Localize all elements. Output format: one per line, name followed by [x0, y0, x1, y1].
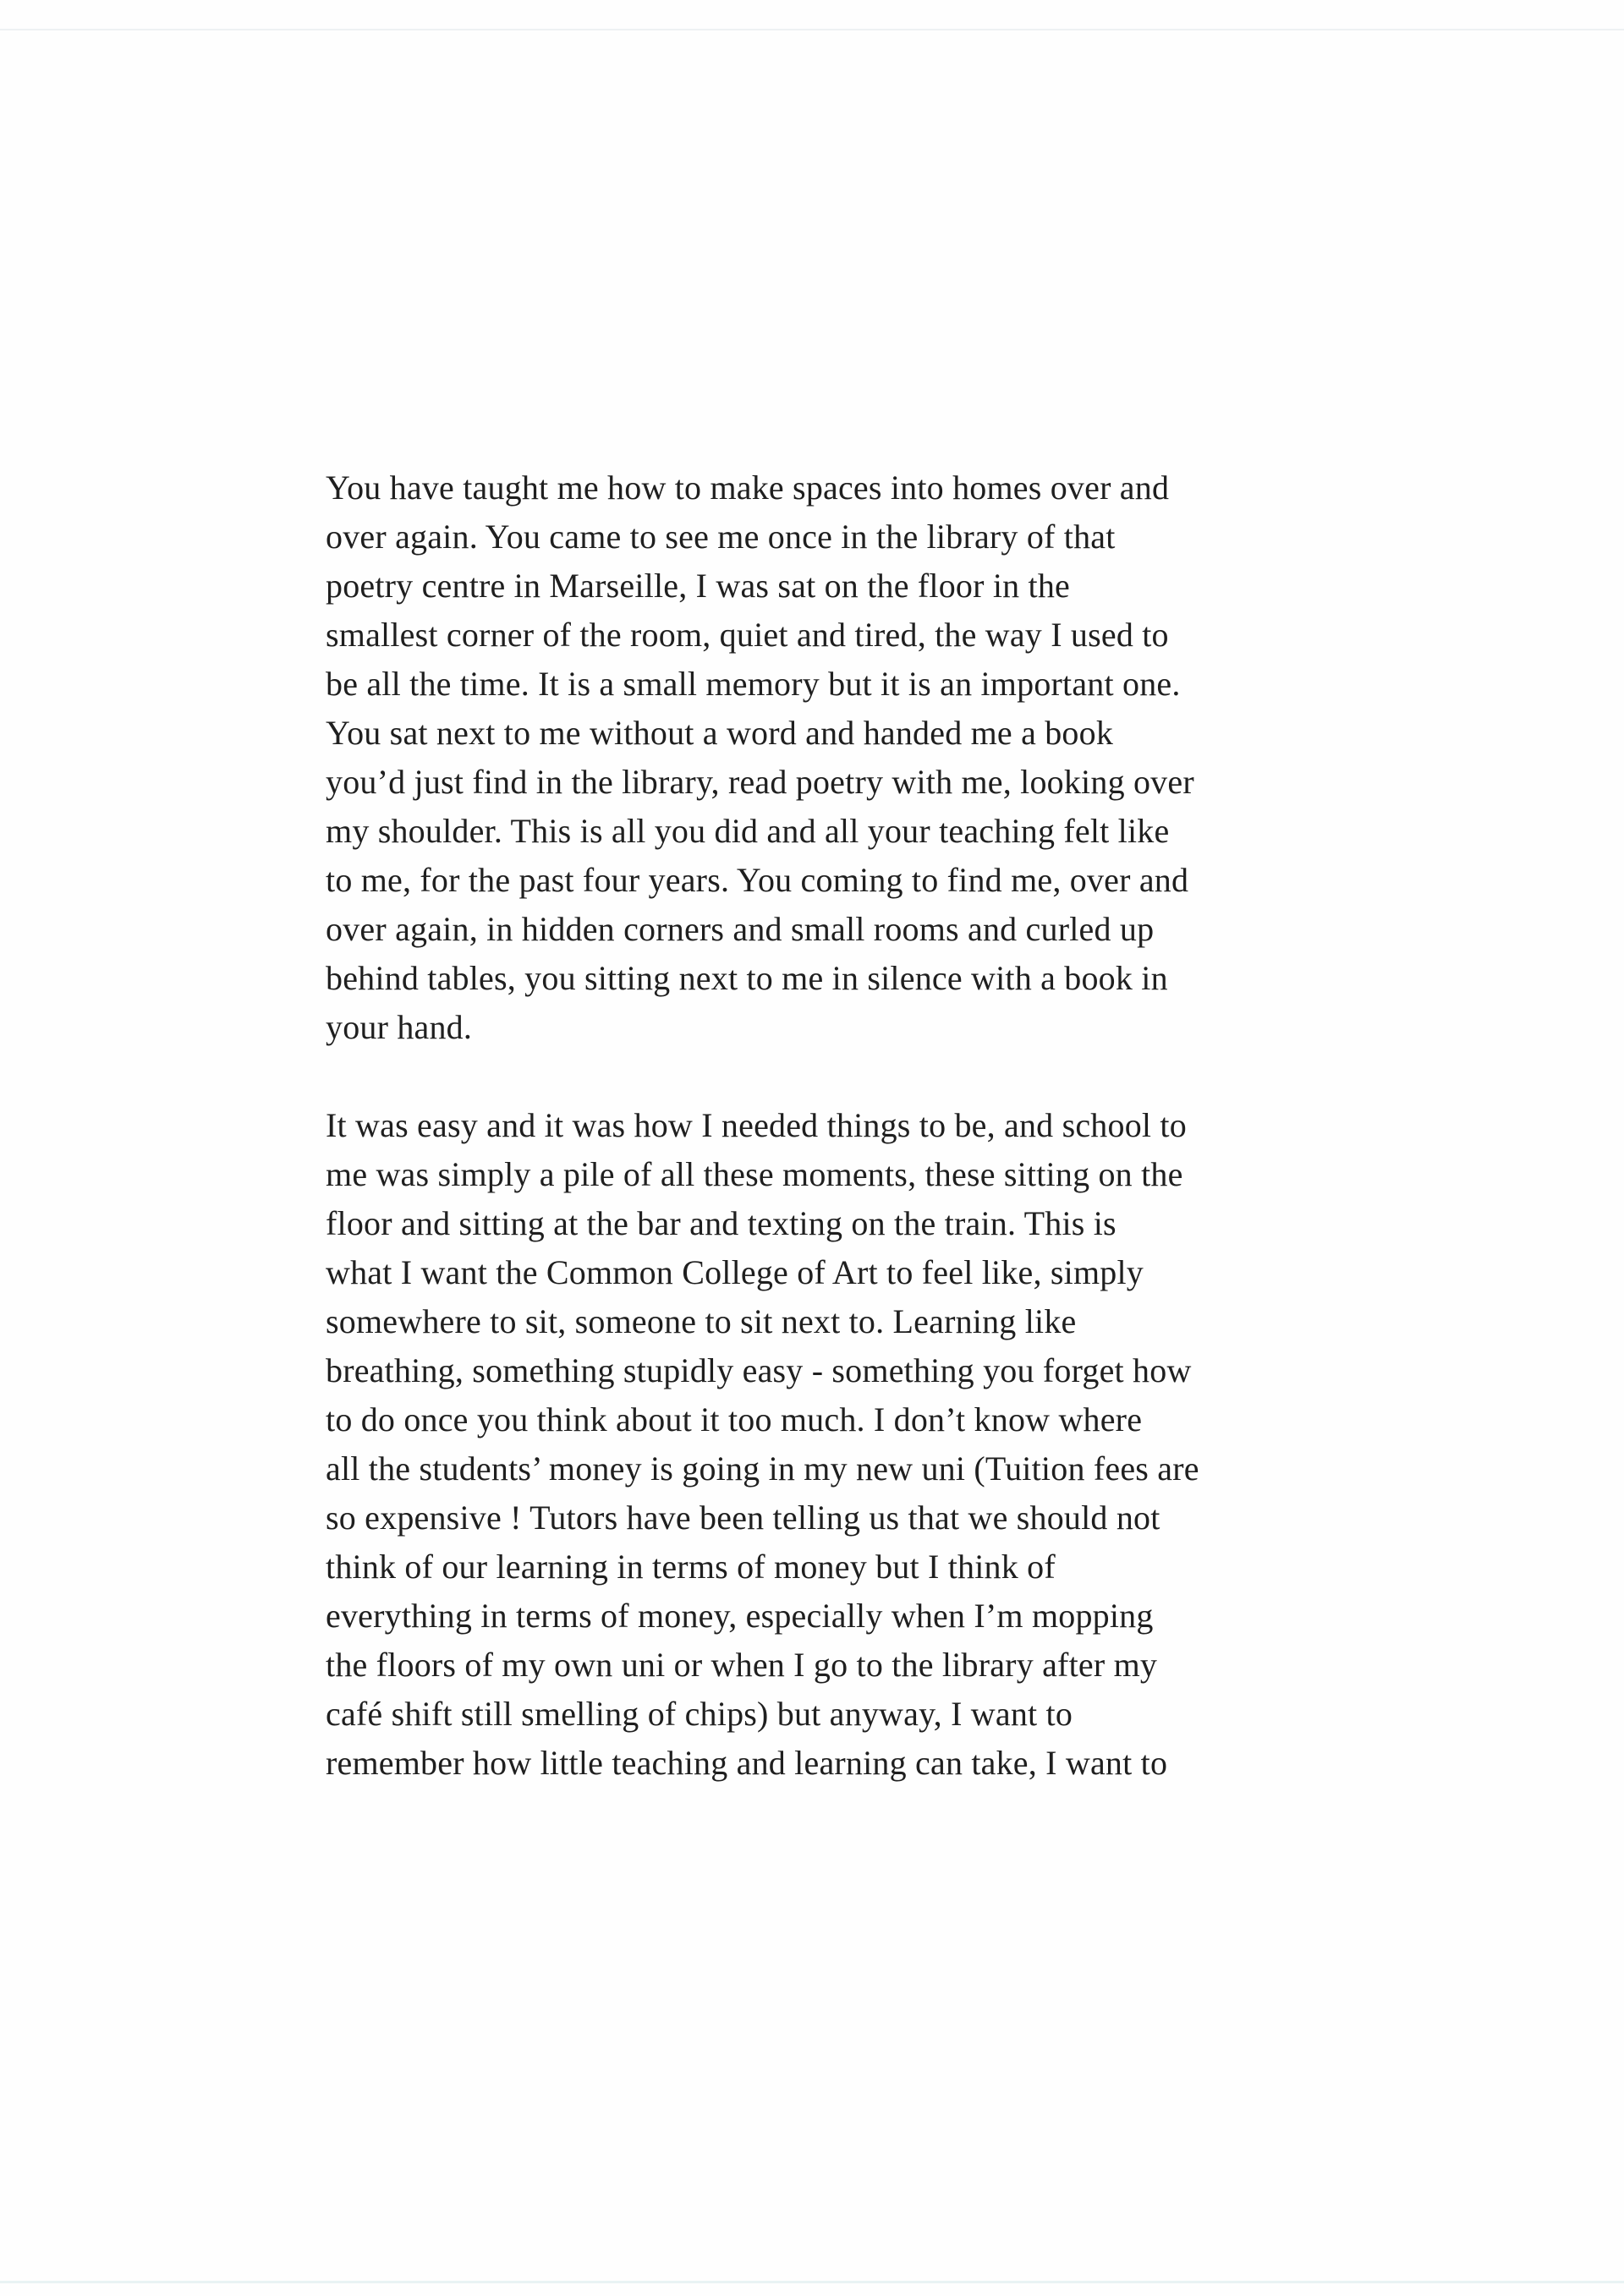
text-line: you’d just find in the library, read poetry with me, looking over	[326, 763, 1194, 801]
text-line: be all the time. It is a small memory but it is an important one.	[326, 665, 1181, 703]
text-line: the floors of my own uni or when I go to the library after my	[326, 1646, 1158, 1684]
scan-edge-top	[0, 29, 1624, 30]
text-line: me was simply a pile of all these moments, these sitting on the	[326, 1155, 1183, 1193]
text-line: poetry centre in Marseille, I was sat on the floor in the	[326, 567, 1071, 605]
text-line: all the students’ money is going in my new uni (Tuition fees are	[326, 1449, 1199, 1488]
text-line: to me, for the past four years. You coming to find me, over and	[326, 861, 1189, 899]
body-text	[326, 463, 1290, 1788]
text-line: everything in terms of money, especially when I’m mopping	[326, 1597, 1154, 1635]
text-line: think of our learning in terms of money but I think of	[326, 1548, 1056, 1586]
text-line: You have taught me how to make spaces into homes over and	[326, 469, 1170, 507]
text-line: café shift still smelling of chips) but anyway, I want to	[326, 1695, 1073, 1733]
text-line: remember how little teaching and learning can take, I want to	[326, 1744, 1168, 1782]
text-line: smallest corner of the room, quiet and tired, the way I used to	[326, 616, 1169, 654]
text-line: behind tables, you sitting next to me in silence with a book in	[326, 959, 1168, 997]
text-line: somewhere to sit, someone to sit next to. Learning like	[326, 1302, 1077, 1340]
text-line: so expensive ! Tutors have been telling us that we should not	[326, 1499, 1160, 1537]
text-line: breathing, something stupidly easy - something you forget how	[326, 1351, 1192, 1389]
text-line: floor and sitting at the bar and texting on the train. This is	[326, 1204, 1116, 1242]
text-line: It was easy and it was how I needed things to be, and school to	[326, 1106, 1187, 1144]
paragraph-gap	[326, 1052, 1290, 1101]
text-line: over again, in hidden corners and small rooms and curled up	[326, 910, 1155, 948]
paragraph-1	[326, 463, 1290, 1052]
text-line: your hand.	[326, 1008, 473, 1046]
scan-edge-bottom	[0, 2281, 1624, 2283]
text-line: over again. You came to see me once in the library of that	[326, 518, 1116, 556]
text-line: to do once you think about it too much. I don’t know where	[326, 1400, 1143, 1438]
text-line: You sat next to me without a word and handed me a book	[326, 714, 1114, 752]
paragraph-2	[326, 1101, 1290, 1788]
text-line: my shoulder. This is all you did and all your teaching felt like	[326, 812, 1170, 850]
text-line: what I want the Common College of Art to feel like, simply	[326, 1253, 1144, 1291]
